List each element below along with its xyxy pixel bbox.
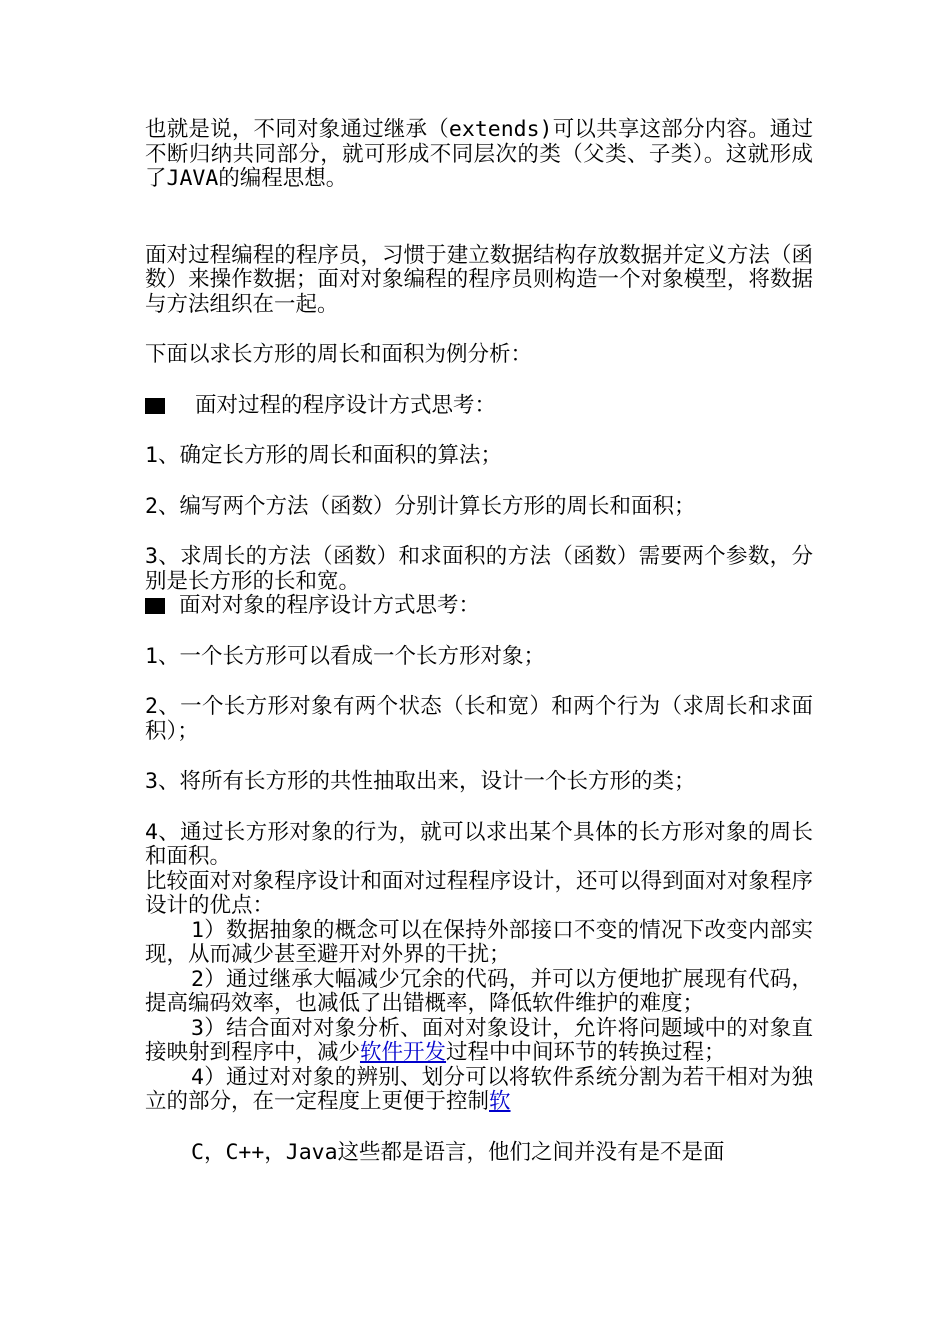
heading-object-oriented-text: 面对对象的程序设计方式思考： [179, 593, 481, 618]
advantage-4 [145, 1066, 813, 1115]
paragraph-oop-vs-procedural: 面对过程编程的程序员，习惯于建立数据结构存放数据并定义方法（函数）来操作数据；面对对象编程的程序员则构造一个对象模型，将数据与方法组织在一起。 [145, 242, 813, 317]
oop-step-1: 1、一个长方形可以看成一个长方形对象； [145, 643, 545, 669]
spacer [145, 317, 813, 343]
advantage-1: 1）数据抽象的概念可以在保持外部接口不变的情况下改变内部实现，从而减少甚至避开对外界的干扰； [145, 917, 813, 967]
spacer [145, 744, 813, 770]
software-development-link[interactable]: 软件开发 [360, 1040, 447, 1065]
advantage-2: 2）通过继承大幅减少冗余的代码，并可以方便地扩展现有代码，提高编码效率，也减低了出错概率，降低软件维护的难度； [145, 966, 813, 1016]
procedural-step-3: 3、求周长的方法（函数）和求面积的方法（函数）需要两个参数，分别是长方形的长和宽。 [145, 544, 813, 594]
spacer [145, 192, 813, 244]
paragraph-example-intro: 下面以求长方形的周长和面积为例分析： [145, 342, 533, 367]
advantage-3-text: 3）结合面对对象分析、面对对象设计，允许将问题域中的对象直接映射到程序中，减少 [145, 1015, 813, 1065]
oop-step-2: 2、一个长方形对象有两个状态（长和宽）和两个行为（求周长和求面积）； [145, 694, 813, 744]
spacer [145, 469, 813, 495]
black-square-icon [145, 598, 165, 614]
software-link[interactable]: 软 [489, 1089, 511, 1114]
document-page [145, 118, 813, 1165]
paragraph-inheritance: 也就是说，不同对象通过继承（extends)可以共享这部分内容。通过不断归纳共同部分，就可形成不同层次的类（父类、子类）。这就形成了JAVA的编程思想。 [145, 117, 813, 191]
heading-procedural-text: 面对过程的程序设计方式思考： [195, 392, 497, 418]
procedural-step-1: 1、确定长方形的周长和面积的算法； [145, 443, 502, 468]
oop-step-3: 3、将所有长方形的共性抽取出来，设计一个长方形的类； [145, 769, 696, 794]
black-square-icon [145, 398, 165, 414]
procedural-step-2: 2、编写两个方法（函数）分别计算长方形的周长和面积； [145, 493, 696, 519]
heading-object-oriented [145, 594, 813, 619]
spacer [145, 418, 813, 444]
oop-step-4: 4、通过长方形对象的行为，就可以求出某个具体的长方形对象的周长和面积。 [145, 819, 813, 869]
spacer [145, 519, 813, 545]
paragraph-languages: C，C++，Java这些都是语言，他们之间并没有是不是面 [191, 1139, 725, 1165]
spacer [145, 1115, 813, 1141]
spacer [145, 669, 813, 695]
spacer [145, 619, 813, 645]
paragraph-comparison: 比较面对对象程序设计和面对过程程序设计，还可以得到面对对象程序设计的优点： [145, 868, 813, 918]
heading-procedural [145, 394, 813, 419]
advantage-4-text: 4）通过对对象的辨别、划分可以将软件系统分割为若干相对为独立的部分，在一定程度上更便于控制 [145, 1064, 813, 1114]
advantage-3 [145, 1017, 813, 1066]
spacer [145, 368, 813, 394]
advantage-3-text-end: 过程中中间环节的转换过程； [446, 1040, 726, 1065]
spacer [145, 795, 813, 821]
